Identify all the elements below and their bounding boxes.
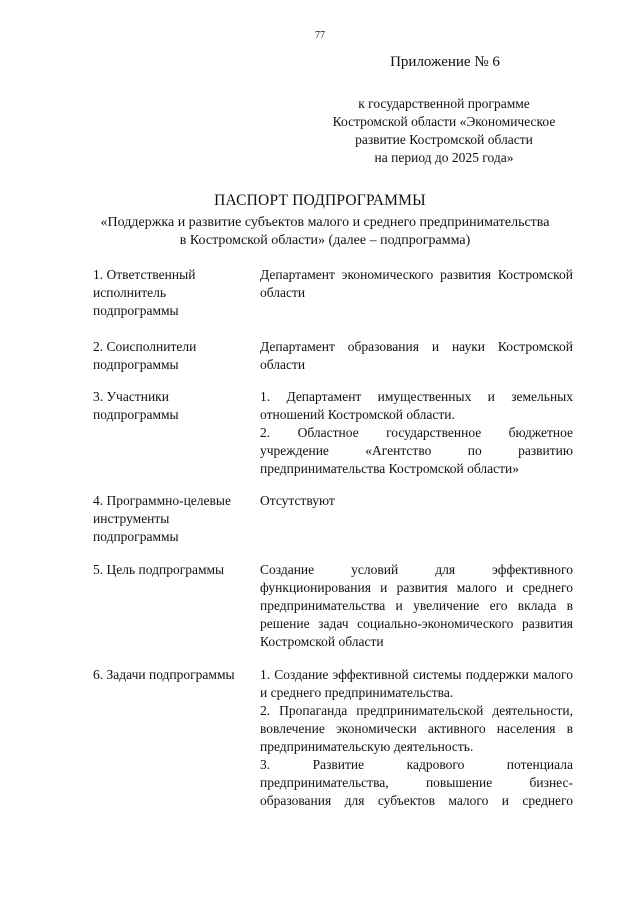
subprogram-title-line: в Костромской области» (далее – подпрограмма) <box>179 233 471 248</box>
row-label: 3. Участники подпрограммы <box>93 389 179 422</box>
subprogram-title-line: «Поддержка и развитие субъектов малого и среднего предпринимательства <box>100 215 550 230</box>
row-paragraph: 3. Развитие кадрового потенциала предпринимательства, повышение бизнес-образования для субъектов малого и среднего <box>260 757 573 808</box>
row-paragraph: Отсутствуют <box>260 493 335 508</box>
row-paragraph: 1. Создание эффективной системы поддержки малого и среднего предпринимательства. <box>260 667 573 700</box>
row-paragraph: 2. Пропаганда предпринимательской деятельности, вовлечение экономически активного населения в предпринимательскую деятельность. <box>260 703 573 754</box>
appendix-header <box>0 54 640 71</box>
row-value <box>260 492 573 510</box>
row-label: 1. Ответственный исполнитель подпрограммы <box>93 267 196 318</box>
row-value <box>260 266 573 302</box>
row-value <box>260 666 573 810</box>
appendix-subtitle-line: Костромской области «Экономическое <box>332 114 556 129</box>
page-number: 77 <box>315 30 325 41</box>
row-paragraph: 1. Департамент имущественных и земельных отношений Костромской области. <box>260 389 573 422</box>
row-value <box>260 388 573 478</box>
appendix-subtitle-line: развитие Костромской области <box>355 132 533 147</box>
row-value <box>260 338 573 374</box>
row-value <box>260 561 573 651</box>
row-paragraph: Департамент образования и науки Костромской области <box>260 339 573 372</box>
row-label: 5. Цель подпрограммы <box>93 562 225 577</box>
row-paragraph: Департамент экономического развития Костромской области <box>260 267 573 300</box>
row-paragraph: Создание условий для эффективного функционирования и развития малого и среднего предпринимательства и увеличение его вклада в решение задач социально-экономического развития Костромской области <box>260 562 573 649</box>
row-label: 2. Соисполнители подпрограммы <box>93 339 197 372</box>
subprogram-title <box>60 214 590 250</box>
row-label: 6. Задачи подпрограммы <box>93 667 235 682</box>
passport-heading: ПАСПОРТ ПОДПРОГРАММЫ <box>214 192 426 209</box>
appendix-subtitle-line: на период до 2025 года» <box>374 150 514 165</box>
appendix-subtitle <box>318 95 570 167</box>
row-label: 4. Программно-целевые инструменты подпрограммы <box>93 493 231 544</box>
appendix-subtitle-line: к государственной программе <box>358 96 530 111</box>
row-paragraph: 2. Областное государственное бюджетное учреждение «Агентство по развитию предпринимательства Костромской области» <box>260 425 573 476</box>
appendix-title: Приложение № 6 <box>390 54 500 70</box>
